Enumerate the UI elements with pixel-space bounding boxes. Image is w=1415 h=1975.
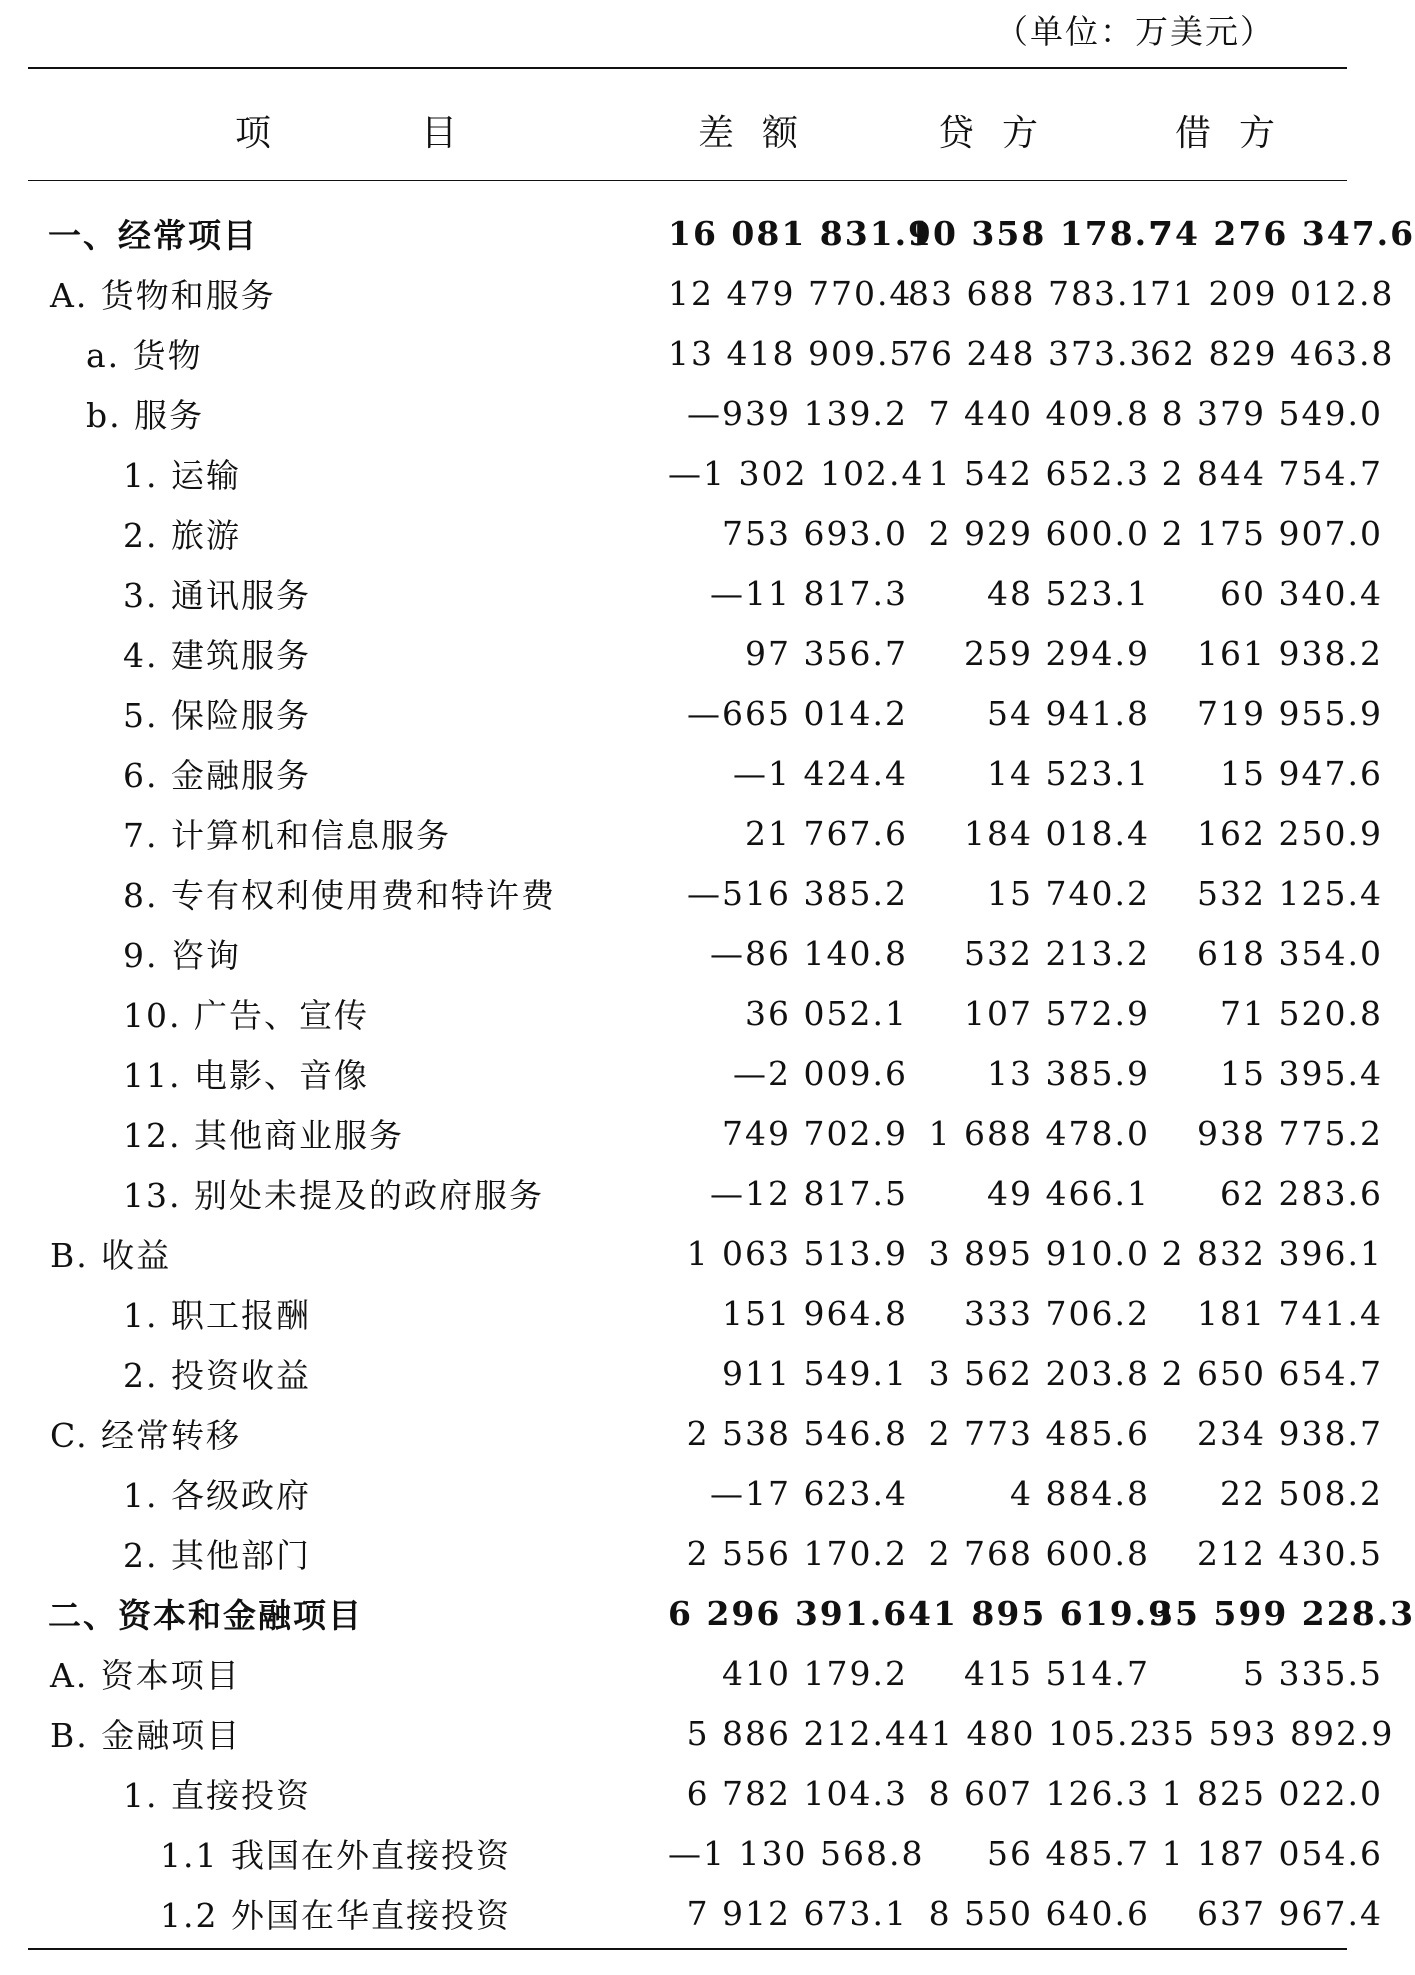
row-padding [1383, 983, 1415, 1043]
row-padding [1383, 1163, 1415, 1223]
row-difference: 16 081 831.1 [668, 213, 934, 253]
row-difference: 2 556 170.2 [686, 1533, 908, 1573]
row-credit: 41 480 105.2 [908, 1713, 1153, 1753]
row-item-label: 11. 电影、音像 [123, 1055, 369, 1095]
row-item-label: 12. 其他商业服务 [123, 1115, 404, 1155]
row-item-label: 2. 其他部门 [123, 1535, 311, 1575]
row-credit: 8 607 126.3 [928, 1773, 1150, 1813]
row-padding [1383, 923, 1415, 983]
row-padding [1383, 1463, 1415, 1523]
row-debit: 71 209 012.8 [1150, 273, 1395, 313]
row-credit: 2 929 600.0 [928, 513, 1150, 553]
row-difference: 151 964.8 [722, 1293, 908, 1333]
row-padding [1383, 1343, 1415, 1403]
row-credit: 7 440 409.8 [928, 393, 1150, 433]
row-debit: 162 250.9 [1197, 813, 1383, 853]
row-padding [1383, 863, 1415, 923]
row-debit: 637 967.4 [1197, 1893, 1383, 1933]
row-padding [1383, 563, 1415, 623]
row-debit: 2 650 654.7 [1161, 1353, 1383, 1393]
row-item-label: 9. 咨询 [123, 935, 241, 975]
table-row [0, 1703, 1415, 1763]
table-row [0, 443, 1415, 503]
table-row [0, 1163, 1415, 1223]
row-debit: 62 283.6 [1220, 1173, 1383, 1213]
table-row [0, 923, 1415, 983]
table-row [0, 1043, 1415, 1103]
row-item-label: 1. 运输 [123, 455, 241, 495]
row-difference: —665 014.2 [687, 693, 908, 733]
row-padding [1383, 803, 1415, 863]
row-item-label: 1. 各级政府 [123, 1475, 311, 1515]
row-item-label: 10. 广告、宣传 [123, 995, 369, 1035]
row-padding [1383, 443, 1415, 503]
row-credit: 76 248 373.3 [908, 333, 1153, 373]
row-difference: 911 549.1 [722, 1353, 908, 1393]
table-row [0, 623, 1415, 683]
row-difference: —1 302 102.4 [668, 453, 925, 493]
row-difference: —1 424.4 [733, 753, 908, 793]
row-credit: 48 523.1 [987, 573, 1150, 613]
row-item-label: 6. 金融服务 [123, 755, 311, 795]
header-item: 项 目 [235, 113, 458, 154]
table-row [0, 1103, 1415, 1163]
row-difference: —17 623.4 [710, 1473, 908, 1513]
row-item-label: 二、资本和金融项目 [48, 1595, 363, 1635]
row-credit: 532 213.2 [964, 933, 1150, 973]
row-credit: 3 562 203.8 [928, 1353, 1150, 1393]
row-item-label: 1. 直接投资 [123, 1775, 311, 1815]
table-row [0, 803, 1415, 863]
row-credit: 49 466.1 [987, 1173, 1150, 1213]
row-debit: 532 125.4 [1197, 873, 1383, 913]
row-padding [1383, 1763, 1415, 1823]
table-row [0, 1403, 1415, 1463]
row-debit: 1 825 022.0 [1161, 1773, 1383, 1813]
row-credit: 415 514.7 [964, 1653, 1150, 1693]
row-padding [1383, 1403, 1415, 1463]
row-padding [1383, 1043, 1415, 1103]
row-difference: 6 782 104.3 [686, 1773, 908, 1813]
row-debit: 234 938.7 [1197, 1413, 1383, 1453]
row-credit: 83 688 783.1 [908, 273, 1153, 313]
row-padding [1383, 683, 1415, 743]
row-difference: 36 052.1 [745, 993, 908, 1033]
row-credit: 259 294.9 [964, 633, 1150, 673]
row-credit: 14 523.1 [987, 753, 1150, 793]
row-debit: 15 395.4 [1220, 1053, 1383, 1093]
row-padding [1383, 503, 1415, 563]
row-difference: —12 817.5 [710, 1173, 908, 1213]
row-difference: —11 817.3 [710, 573, 908, 613]
balance-table [0, 203, 1415, 1943]
table-row [0, 743, 1415, 803]
row-debit: 22 508.2 [1220, 1473, 1383, 1513]
row-credit: 8 550 640.6 [928, 1893, 1150, 1933]
table-row [0, 1823, 1415, 1883]
unit-note: （单位：万美元） [995, 12, 1275, 51]
row-debit: 71 520.8 [1220, 993, 1383, 1033]
bottom-rule [28, 1948, 1347, 1950]
row-debit: 15 947.6 [1220, 753, 1383, 793]
table-row [0, 863, 1415, 923]
row-item-label: A. 资本项目 [50, 1655, 241, 1695]
row-item-label: 1.1 我国在外直接投资 [160, 1835, 511, 1875]
row-credit: 13 385.9 [987, 1053, 1150, 1093]
row-padding [1383, 1523, 1415, 1583]
row-padding [1383, 1823, 1415, 1883]
table-row [0, 1463, 1415, 1523]
row-difference: 1 063 513.9 [686, 1233, 908, 1273]
row-padding [1383, 1883, 1415, 1943]
row-item-label: B. 收益 [50, 1235, 172, 1275]
row-difference: 5 886 212.4 [686, 1713, 908, 1753]
header-credit: 贷方 [938, 113, 1067, 154]
table-row [0, 203, 1415, 263]
row-item-label: b. 服务 [86, 395, 205, 435]
row-difference: —2 009.6 [733, 1053, 908, 1093]
row-difference: 749 702.9 [722, 1113, 908, 1153]
row-padding [1383, 1223, 1415, 1283]
table-row [0, 683, 1415, 743]
row-item-label: 7. 计算机和信息服务 [123, 815, 451, 855]
row-item-label: 1. 职工报酬 [123, 1295, 311, 1335]
table-row [0, 1583, 1415, 1643]
row-difference: 97 356.7 [745, 633, 908, 673]
table-row [0, 1763, 1415, 1823]
table-header [0, 93, 1367, 153]
row-item-label: 4. 建筑服务 [123, 635, 311, 675]
row-debit: 5 335.5 [1243, 1653, 1383, 1693]
table-row [0, 983, 1415, 1043]
table-row [0, 263, 1415, 323]
row-difference: 12 479 770.4 [668, 273, 913, 313]
row-credit: 2 773 485.6 [928, 1413, 1150, 1453]
header-difference: 差额 [698, 113, 827, 154]
row-credit: 1 688 478.0 [928, 1113, 1150, 1153]
top-rule [28, 67, 1347, 69]
row-difference: —939 139.2 [687, 393, 908, 433]
header-debit: 借方 [1175, 113, 1304, 154]
row-padding [1383, 1283, 1415, 1343]
row-debit: 74 276 347.6 [1150, 213, 1415, 253]
row-item-label: 13. 别处未提及的政府服务 [123, 1175, 544, 1215]
row-difference: 2 538 546.8 [686, 1413, 908, 1453]
table-row [0, 1223, 1415, 1283]
row-item-label: 8. 专有权利使用费和特许费 [123, 875, 556, 915]
row-credit: 15 740.2 [987, 873, 1150, 913]
row-credit: 1 542 652.3 [928, 453, 1150, 493]
row-debit: 35 599 228.3 [1150, 1593, 1415, 1633]
row-padding [1383, 623, 1415, 683]
row-difference: —86 140.8 [710, 933, 908, 973]
row-item-label: C. 经常转移 [50, 1415, 242, 1455]
row-debit: 181 741.4 [1197, 1293, 1383, 1333]
row-credit: 107 572.9 [964, 993, 1150, 1033]
row-padding [1383, 743, 1415, 803]
table-row [0, 1523, 1415, 1583]
row-debit: 212 430.5 [1197, 1533, 1383, 1573]
header-rule [28, 180, 1347, 181]
row-credit: 90 358 178.7 [908, 213, 1174, 253]
row-debit: 60 340.4 [1220, 573, 1383, 613]
table-row [0, 1343, 1415, 1403]
row-item-label: 2. 投资收益 [123, 1355, 311, 1395]
row-padding [1383, 1643, 1415, 1703]
row-item-label: B. 金融项目 [50, 1715, 242, 1755]
row-debit: 2 175 907.0 [1161, 513, 1383, 553]
row-item-label: 一、经常项目 [48, 215, 258, 255]
table-row [0, 323, 1415, 383]
row-padding [1383, 1103, 1415, 1163]
row-debit: 35 593 892.9 [1150, 1713, 1395, 1753]
row-debit: 938 775.2 [1197, 1113, 1383, 1153]
row-difference: 13 418 909.5 [668, 333, 913, 373]
row-debit: 1 187 054.6 [1161, 1833, 1383, 1873]
table-row [0, 1283, 1415, 1343]
row-padding [1383, 383, 1415, 443]
table-row [0, 383, 1415, 443]
row-item-label: A. 货物和服务 [50, 275, 276, 315]
row-item-label: 1.2 外国在华直接投资 [160, 1895, 511, 1935]
row-item-label: 2. 旅游 [123, 515, 241, 555]
row-debit: 8 379 549.0 [1161, 393, 1383, 433]
row-credit: 184 018.4 [964, 813, 1150, 853]
row-credit: 41 895 619.9 [908, 1593, 1174, 1633]
row-credit: 333 706.2 [964, 1293, 1150, 1333]
table-row [0, 503, 1415, 563]
row-credit: 3 895 910.0 [928, 1233, 1150, 1273]
row-difference: 753 693.0 [722, 513, 908, 553]
row-credit: 56 485.7 [987, 1833, 1150, 1873]
table-row [0, 1883, 1415, 1943]
row-debit: 618 354.0 [1197, 933, 1383, 973]
row-difference: 7 912 673.1 [686, 1893, 908, 1933]
row-credit: 2 768 600.8 [928, 1533, 1150, 1573]
row-difference: —1 130 568.8 [668, 1833, 925, 1873]
row-credit: 4 884.8 [1010, 1473, 1150, 1513]
row-debit: 2 844 754.7 [1161, 453, 1383, 493]
row-difference: 6 296 391.6 [668, 1593, 909, 1633]
row-debit: 719 955.9 [1197, 693, 1383, 733]
row-item-label: 5. 保险服务 [123, 695, 311, 735]
row-debit: 2 832 396.1 [1161, 1233, 1383, 1273]
row-debit: 161 938.2 [1197, 633, 1383, 673]
table-row [0, 563, 1415, 623]
table-row [0, 1643, 1415, 1703]
row-credit: 54 941.8 [987, 693, 1150, 733]
row-difference: 21 767.6 [745, 813, 908, 853]
row-difference: —516 385.2 [687, 873, 908, 913]
row-debit: 62 829 463.8 [1150, 333, 1395, 373]
row-difference: 410 179.2 [722, 1653, 908, 1693]
row-item-label: a. 货物 [86, 335, 203, 375]
row-item-label: 3. 通讯服务 [123, 575, 311, 615]
